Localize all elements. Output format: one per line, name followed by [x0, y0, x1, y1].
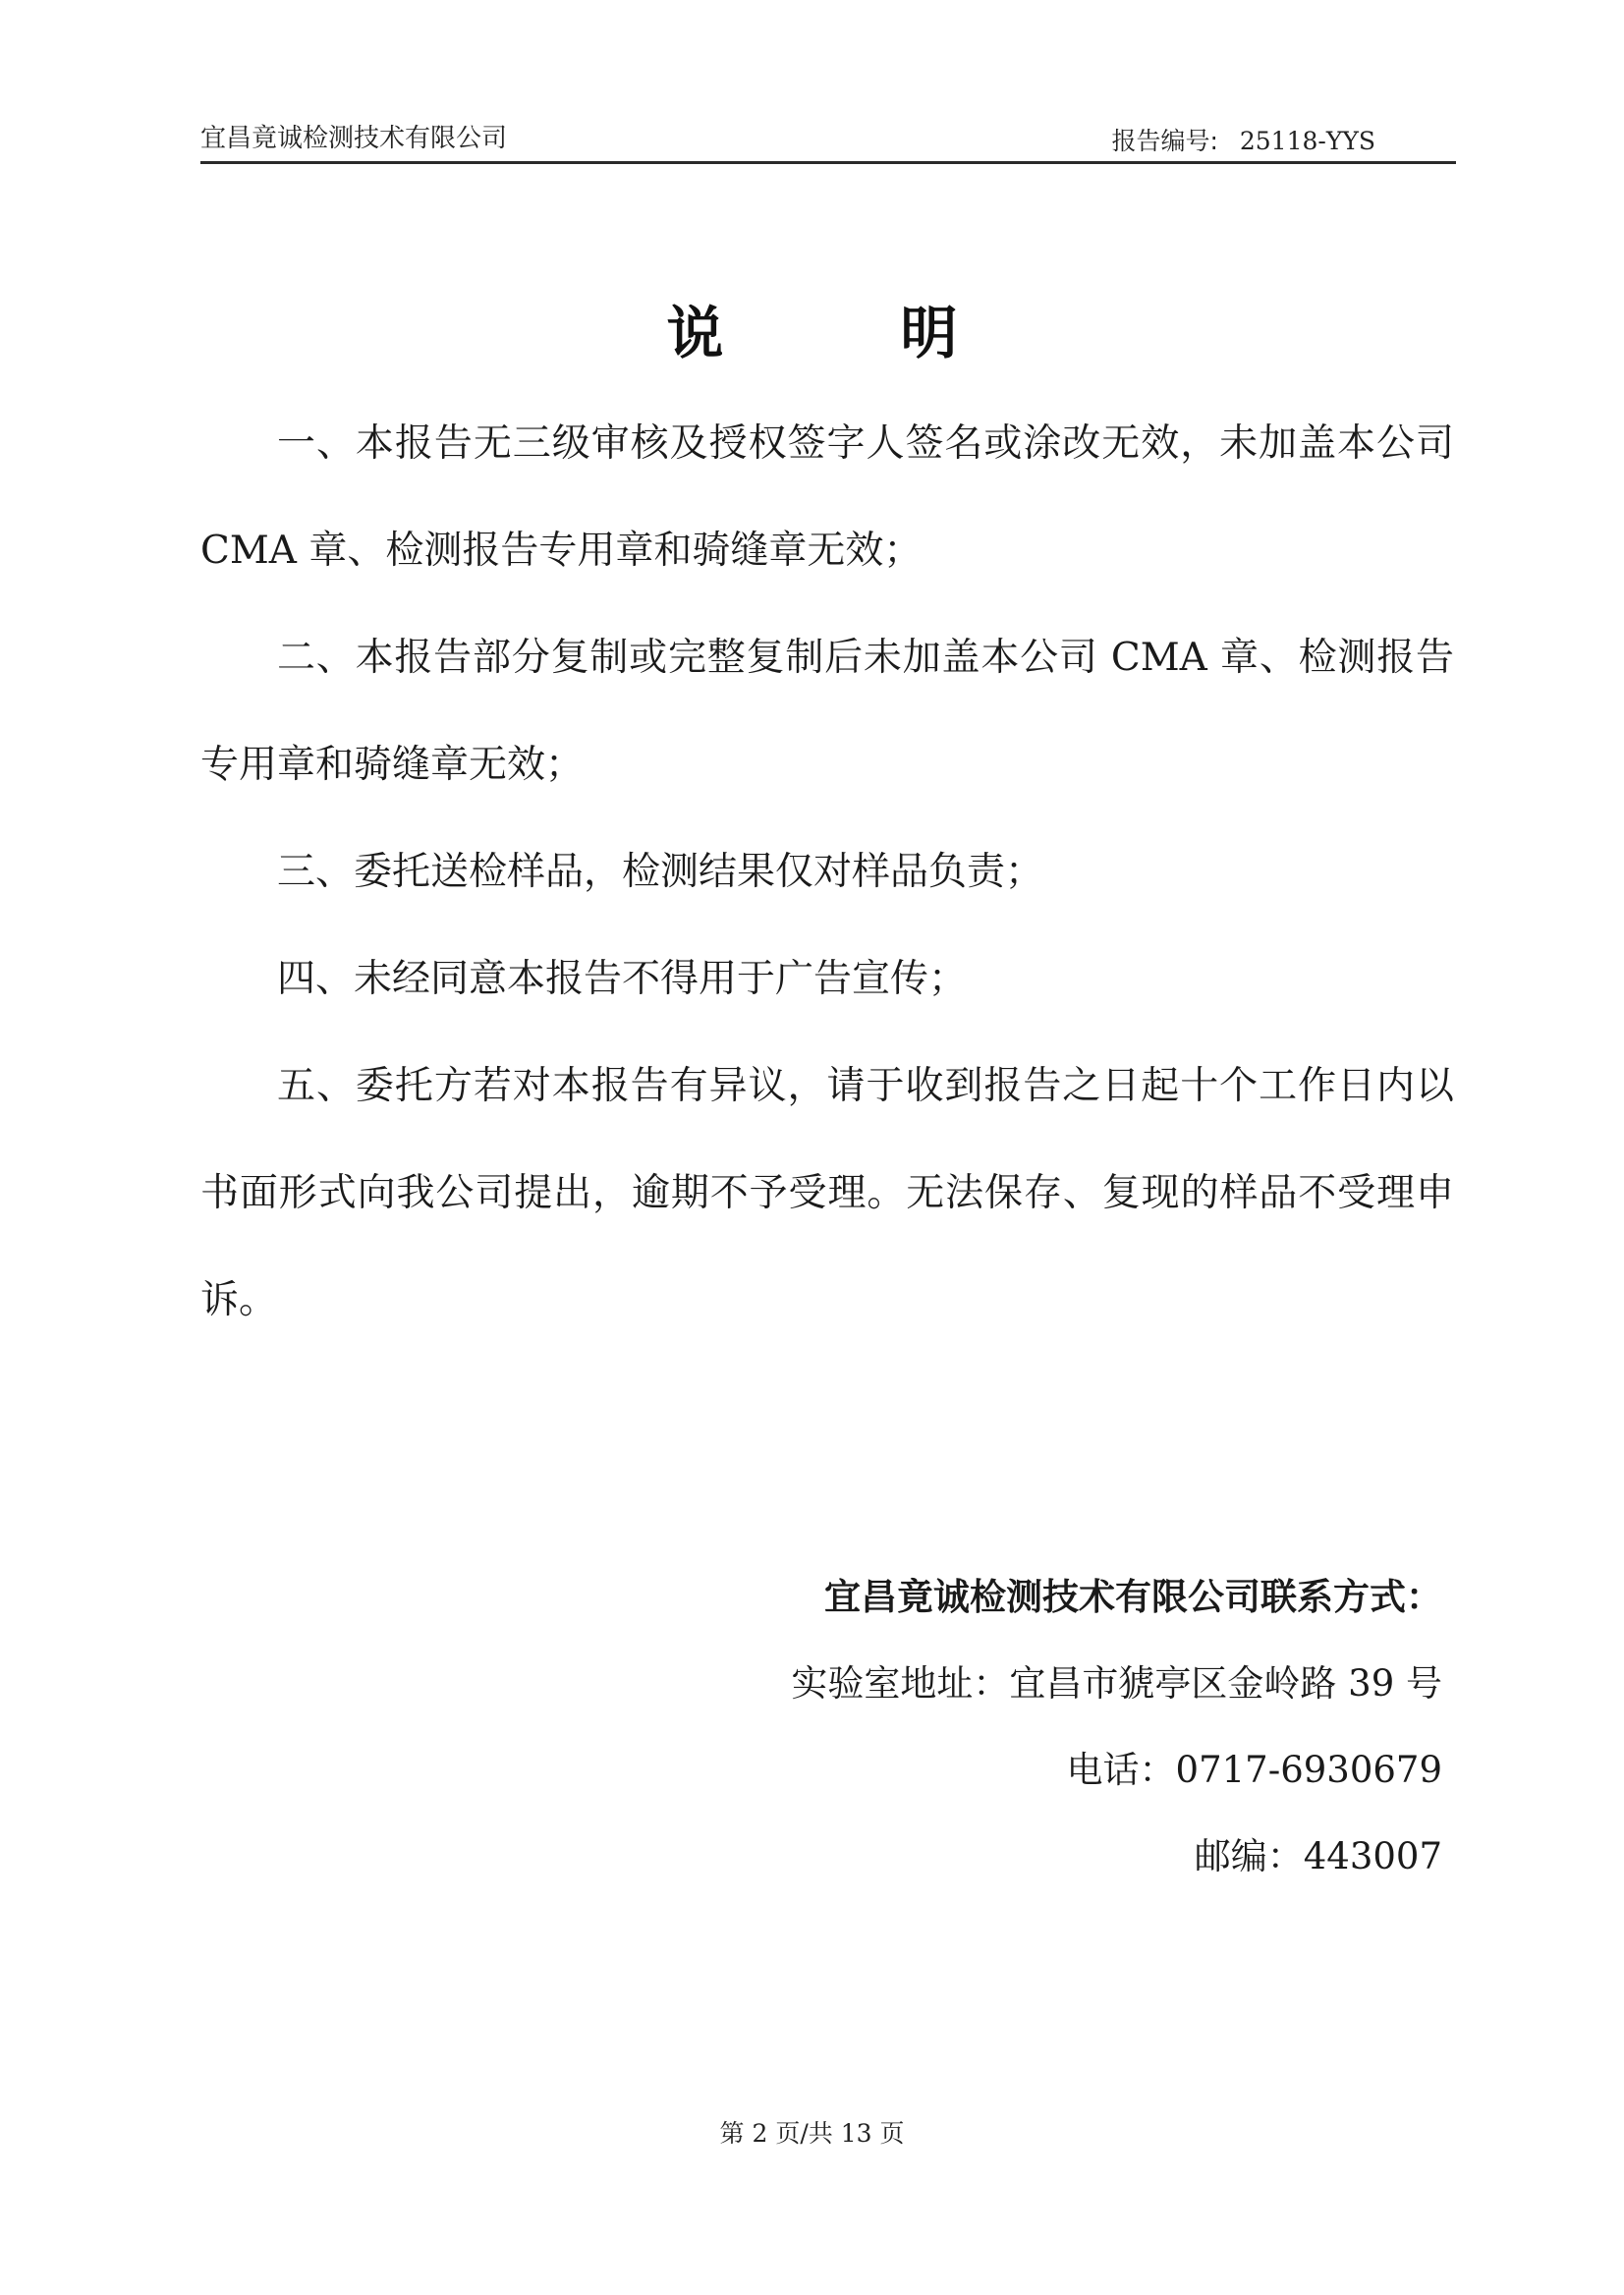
clause-item: 四、未经同意本报告不得用于广告宣传； — [277, 957, 968, 1001]
clause-item: 二、本报告部分复制或完整复制后未加盖本公司 CMA 章、检测报告专用章和骑缝章无效； — [200, 636, 1454, 787]
clause-item: 一、本报告无三级审核及授权签字人签名或涂改无效，未加盖本公司 CMA 章、检测报告专用章和骑缝章无效； — [200, 421, 1454, 573]
clause-item: 三、委托送检样品，检测结果仅对样品负责； — [277, 850, 1044, 894]
contact-phone: 电话：0717-6930679 — [1066, 1749, 1442, 1791]
contact-address: 实验室地址：宜昌市猇亭区金岭路 39 号 — [791, 1662, 1442, 1705]
contact-postcode: 邮编：443007 — [1194, 1835, 1442, 1877]
page-number: 第 2 页/共 13 页 — [719, 2119, 905, 2148]
header-company-name: 宜昌竟诚检测技术有限公司 — [200, 124, 508, 153]
header-report-number — [1111, 122, 1375, 157]
page-title: 说明 — [666, 300, 1135, 366]
clause-item: 五、委托方若对本报告有异议，请于收到报告之日起十个工作日内以书面形式向我公司提出，逾期不予受理。无法保存、复现的样品不受理申诉。 — [200, 1064, 1454, 1322]
clause-list — [200, 390, 1454, 1354]
contact-title: 宜昌竟诚检测技术有限公司联系方式： — [824, 1576, 1442, 1618]
page-header — [200, 110, 1456, 164]
contact-block — [791, 1554, 1442, 1900]
report-number-value: 25118-YYS — [1239, 127, 1375, 155]
report-number-label: 报告编号: — [1111, 127, 1218, 155]
